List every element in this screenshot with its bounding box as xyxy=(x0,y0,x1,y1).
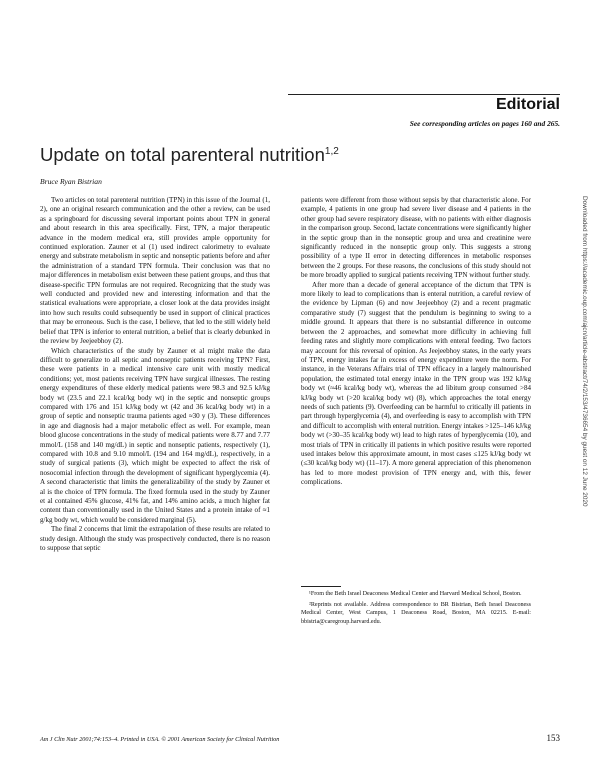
body-column-left xyxy=(40,196,270,553)
paragraph: Two articles on total parenteral nutrition (TPN) in this issue of the Journal (1, 2), one an original research communication and the other a review, can be used as a springboard for discussing several important points about TPN in general and about research in this area specifically. First, TPN, a major therapeutic advance in the modern medical era, still provides ample opportunity for continued exploration. Zauner et al (1) used indirect calorimetry to evaluate energy and substrate metabolism in septic and nonseptic patients before and after the administration of a standard TPN formula. Their conclusion was that no major differences in metabolism exist between these patient groups, and thus that disease-specific TPN formulas are not required. Recognizing that the study was well conducted and provided new and interesting information and that the statistical evaluations were appropriate, a closer look at the data provides insight into how such results could subsequently be used in support of clinical practices that may be erroneous. Such is the case, I believe, that led to the still widely held belief that TPN is inferior to enteral nutrition, a belief that is clearly debunked in the review by Jeejeebhoy (2). xyxy=(40,196,270,346)
citation-footer: Am J Clin Nutr 2001;74:153–4. Printed in USA. © 2001 American Society for Clinical Nutrition xyxy=(40,736,280,743)
download-watermark: Downloaded from https://academic.oup.com/ajcn/article-abstract/74/2/153/4736654 by guest on 12 June 2020 xyxy=(581,196,588,507)
article-title xyxy=(40,144,339,166)
footnote-reprints: ²Reprints not available. Address correspondence to BR Bistrian, Beth Israel Deaconess Medical Center, West Campus, 1 Deaconess Road, Boston, MA 02215. E-mail: bbistria@caregroup.harvard.edu. xyxy=(301,602,531,625)
paragraph: After more than a decade of general acceptance of the dictum that TPN is more likely to lead to complications than is enteral nutrition, a careful review of the evidence by Lipman (6) and now Jeejeebhoy (2) and a recent pragmatic comparative study (7) suggest that the pendulum is beginning to swing to a middle ground. It appears that there is no substantial difference in outcome between the 2 approaches, and somewhat more difficulty in achieving full feeding rates and slightly more complications with enteral feeding. Two factors may account for this reversal of opinion. As Jeejeebhoy states, in the early years of TPN, energy intakes far in excess of energy expenditure were the norm. For instance, in the Veterans Affairs trial of TPN efficacy in a largely malnourished population, the estimated total energy intake in the TPN group was 192 kJ/kg body wt (≈46 kcal/kg body wt), whereas the ad libitum group consumed >84 kJ/kg body wt (>20 kcal/kg body wt) (8), which approaches the total energy needs of such patients (9). Overfeeding can be harmful to critically ill patients in part through hyperglycemia (4), and overfeeding is easy to accomplish with TPN and difficult to accomplish with enteral nutrition. Energy intakes >125–146 kJ/kg body wt (>30–35 kcal/kg body wt) lead to high rates of hyperglycemia (10), and most trials of TPN in critically ill patients in which positive results were reported used intakes below this approximate amount, in most cases ≤125 kJ/kg body wt (≤30 kcal/kg body wt) (11–17). A more general appreciation of this phenomenon has led to more modest provision of TPN energy and, with this, fewer complications. xyxy=(301,280,531,487)
section-label: Editorial xyxy=(495,96,560,113)
see-corresponding-note: See corresponding articles on pages 160 and 265. xyxy=(409,119,560,128)
footnotes xyxy=(301,590,531,629)
title-footnote-marks: 1,2 xyxy=(324,145,339,157)
body-column-right xyxy=(301,196,531,488)
paragraph: The final 2 concerns that limit the extrapolation of these results are related to study design. Although the study was prospectively conducted, there is no reason to suppose that septic xyxy=(40,525,270,553)
author-byline: Bruce Ryan Bistrian xyxy=(40,177,102,186)
header-rule xyxy=(288,94,560,95)
page-number: 153 xyxy=(546,733,560,743)
footnote-affiliation: ¹From the Beth Israel Deaconess Medical Center and Harvard Medical School, Boston. xyxy=(309,591,522,597)
footnote-rule xyxy=(301,586,341,587)
paragraph: patients were different from those without sepsis by that characteristic alone. For example, 4 patients in one group had severe liver disease and 4 patients in the other group had severe respiratory disease, with no patients with either diagnosis in the comparison group. Second, lactate concentrations were significantly higher in the septic group than in the nonseptic group and urea and creatinine were significantly reduced in the nonseptic group only. This suggests a strong possibility of a type II error in detecting differences in metabolic responses between the 2 groups. For these reasons, the conclusions of this study should not be more broadly applied to surgical patients receiving TPN without further study. xyxy=(301,196,531,280)
article-title-text: Update on total parenteral nutrition xyxy=(40,144,325,165)
paragraph: Which characteristics of the study by Zauner et al might make the data difficult to generalize to all septic and nonseptic patients receiving TPN? First, these were patients in a medical intensive care unit with mostly medical conditions; yet, most patients receiving TPN have surgical illnesses. The resting energy expenditures of these elderly medical patients were 98.3 and 92.5 kJ/kg body wt (23.5 and 22.1 kcal/kg body wt) in the septic and nonseptic groups compared with 176 and 151 kJ/kg body wt (42 and 36 kcal/kg body wt) in a group of septic and nonseptic trauma patients aged ≈30 y (3). These differences in age and diagnosis had a major metabolic effect as well. For example, mean blood glucose concentrations in the study of medical patients were 8.77 and 7.77 mmol/L (158 and 140 mg/dL) in septic and nonseptic patients, respectively (1), compared with 10.8 and 9.10 mmol/L (194 and 164 mg/dL), respectively, in a study of surgical patients (3), which might be expected to affect the risk of nosocomial infection through the development of significant hyperglycemia (4). A second characteristic that limits the generalizability of the study by Zauner et al is the choice of TPN formula. The fixed formula used in the study by Zauner et al contained 45% glucose, 41% fat, and 14% amino acids, a much higher fat content than conventionally used in the United States and a protein intake of ≈1 g/kg body wt, which would be considered marginal (5). xyxy=(40,346,270,524)
